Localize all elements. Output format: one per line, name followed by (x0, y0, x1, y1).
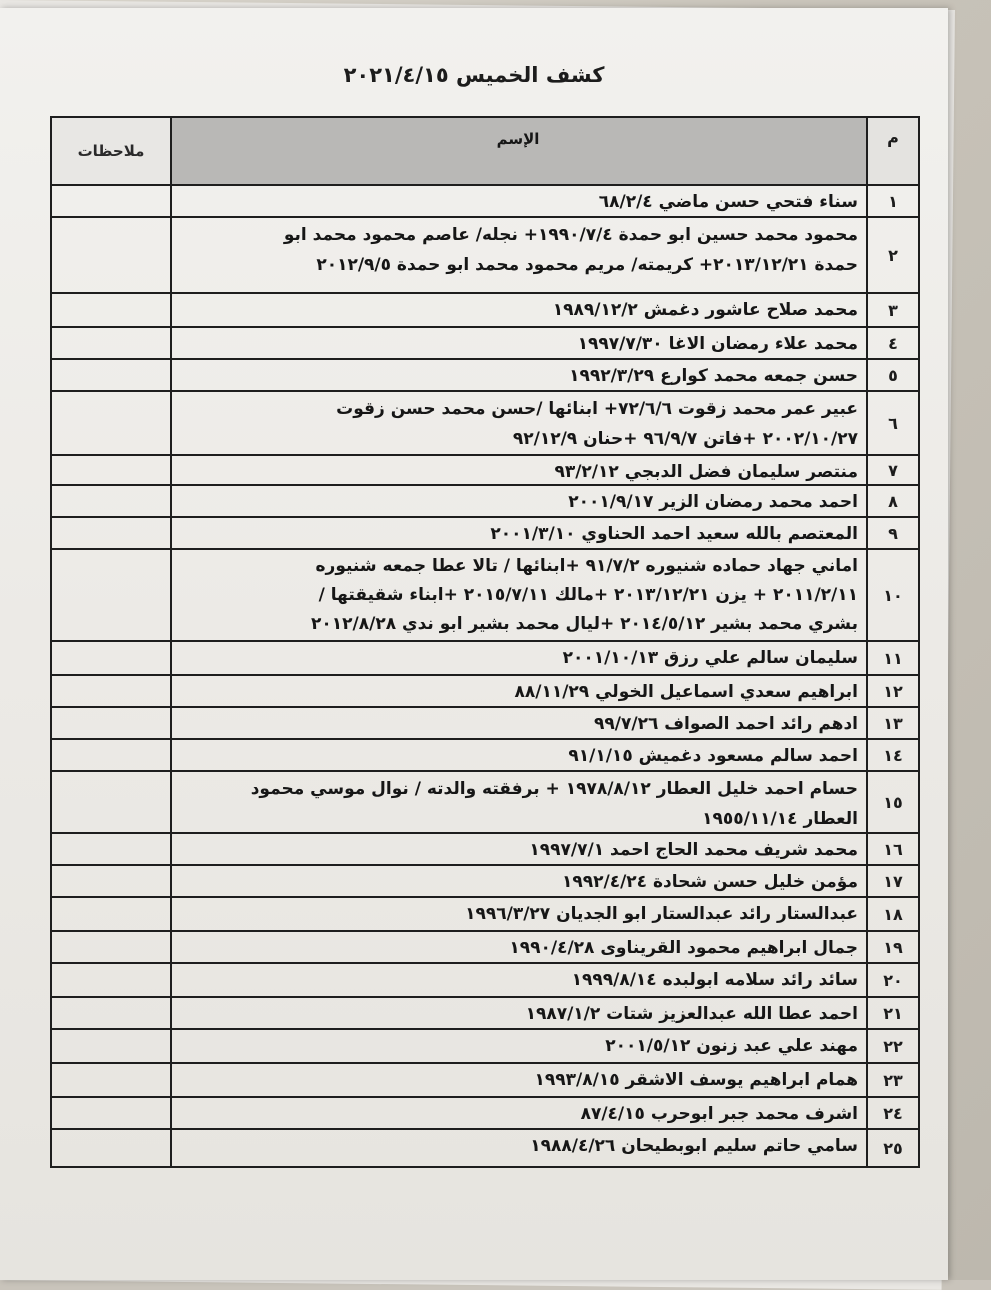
name-line: احمد محمد رمضان الزير ٢٠٠١/٩/١٧ (568, 492, 858, 512)
name-line: ٢٠١١/٢/١١ + يزن ٢٠١٣/١٢/٢١ +مالك ٢٠١٥/٧/١١ +ابناء شقيقتها / (318, 585, 858, 605)
row-number: ٧ (866, 456, 918, 484)
row-notes (52, 518, 170, 548)
row-notes (52, 218, 170, 292)
row-number: ١١ (866, 642, 918, 674)
name-line: سليمان سالم علي رزق ٢٠٠١/١٠/١٣ (562, 648, 858, 668)
row-notes (52, 550, 170, 640)
table-row (52, 328, 918, 360)
name-line: احمد سالم مسعود دغميش ٩١/١/١٥ (568, 746, 858, 766)
row-number: ١٧ (866, 866, 918, 896)
row-notes (52, 1030, 170, 1062)
header-name: الإسم (170, 118, 866, 184)
row-number: ٦ (866, 392, 918, 454)
name-line: محمود محمد حسين ابو حمدة ١٩٩٠/٧/٤+ نجله/ عاصم محمود محمد ابو (283, 225, 858, 245)
row-number: ١٦ (866, 834, 918, 864)
header-notes: ملاحظات (52, 118, 170, 184)
name-line: محمد علاء رمضان الاغا ١٩٩٧/٧/٣٠ (577, 334, 858, 354)
row-number: ٢٥ (866, 1130, 918, 1166)
row-name-entry (170, 834, 866, 864)
name-line: مؤمن خليل حسن شحادة ١٩٩٢/٤/٢٤ (561, 872, 858, 892)
document-title: كشف الخميس ٢٠٢١/٤/١٥ (343, 63, 605, 87)
row-name-entry (170, 486, 866, 516)
row-notes (52, 898, 170, 930)
name-line: ٢٠٠٢/١٠/٢٧ +فاتن ٩٦/٩/٧ +حنان ٩٢/١٢/٩ (512, 429, 858, 449)
row-number: ١٥ (866, 772, 918, 832)
row-notes (52, 328, 170, 358)
table-row (52, 642, 918, 676)
row-notes (52, 392, 170, 454)
table-row (52, 866, 918, 898)
row-name-entry (170, 456, 866, 484)
row-number: ٩ (866, 518, 918, 548)
table-row (52, 550, 918, 642)
row-notes (52, 294, 170, 326)
name-line: جمال ابراهيم محمود القريناوى ١٩٩٠/٤/٢٨ (509, 938, 858, 958)
name-line: بشري محمد بشير ٢٠١٤/٥/١٢ +ليال محمد بشير ابو ندي ٢٠١٢/٨/٢٨ (311, 614, 858, 634)
table-row (52, 218, 918, 294)
name-line: اماني جهاد حماده شنيوره ٩١/٧/٢ +ابنائها / تالا عطا جمعه شنيوره (315, 556, 858, 576)
name-line: محمد صلاح عاشور دغمش ١٩٨٩/١٢/٢ (552, 300, 858, 320)
name-line: حسام احمد خليل العطار ١٩٧٨/٨/١٢ + برفقته والدته / نوال موسي محمود (250, 779, 858, 799)
row-number: ١٠ (866, 550, 918, 640)
name-line: المعتصم بالله سعيد احمد الحناوي ٢٠٠١/٣/١٠ (490, 524, 858, 544)
row-number: ٤ (866, 328, 918, 358)
row-name-entry (170, 328, 866, 358)
name-line: منتصر سليمان فضل الدبجي ٩٣/٢/١٢ (554, 462, 858, 482)
row-name-entry (170, 1098, 866, 1128)
table-row (52, 834, 918, 866)
row-name-entry (170, 218, 866, 292)
row-notes (52, 456, 170, 484)
table-row (52, 456, 918, 486)
row-name-entry (170, 550, 866, 640)
row-notes (52, 186, 170, 216)
row-name-entry (170, 360, 866, 390)
row-number: ٢٤ (866, 1098, 918, 1128)
table-row (52, 1030, 918, 1064)
row-number: ١٣ (866, 708, 918, 738)
row-name-entry (170, 1064, 866, 1096)
row-name-entry (170, 642, 866, 674)
row-name-entry (170, 964, 866, 996)
row-name-entry (170, 932, 866, 962)
name-line: حمدة ٢٠١٣/١٢/٢١+ كريمته/ مريم محمود محمد ابو حمدة ٢٠١٢/٩/٥ (316, 255, 858, 275)
name-line: عبير عمر محمد زقوت ٧٢/٦/٦+ ابنائها /حسن محمد حسن زقوت (336, 399, 858, 419)
table-row (52, 360, 918, 392)
row-name-entry (170, 518, 866, 548)
names-table (50, 116, 920, 1168)
row-number: ١٤ (866, 740, 918, 770)
row-notes (52, 998, 170, 1028)
row-notes (52, 1098, 170, 1128)
table-row (52, 676, 918, 708)
row-number: ١٢ (866, 676, 918, 706)
row-number: ٣ (866, 294, 918, 326)
table-row (52, 998, 918, 1030)
row-number: ٢٣ (866, 1064, 918, 1096)
row-name-entry (170, 186, 866, 216)
table-row (52, 1064, 918, 1098)
table-row (52, 932, 918, 964)
table-row (52, 294, 918, 328)
row-notes (52, 1130, 170, 1166)
table-row (52, 1098, 918, 1130)
row-notes (52, 932, 170, 962)
table-row (52, 486, 918, 518)
name-line: محمد شريف محمد الحاج احمد ١٩٩٧/٧/١ (529, 840, 858, 860)
name-line: ادهم رائد احمد الصواف ٩٩/٧/٢٦ (594, 714, 858, 734)
row-number: ٥ (866, 360, 918, 390)
name-line: سائد رائد سلامه ابولبده ١٩٩٩/٨/١٤ (571, 970, 858, 990)
row-notes (52, 772, 170, 832)
row-name-entry (170, 294, 866, 326)
row-name-entry (170, 998, 866, 1028)
row-name-entry (170, 708, 866, 738)
name-line: مهند علي عبد زنون ٢٠٠١/٥/١٢ (605, 1036, 858, 1056)
row-notes (52, 360, 170, 390)
name-line: سامي حاتم سليم ابوبطيحان ١٩٨٨/٤/٢٦ (530, 1136, 858, 1156)
table-row (52, 186, 918, 218)
name-line: عبدالستار رائد عبدالستار ابو الجديان ١٩٩٦/٣/٢٧ (465, 904, 858, 924)
name-line: حسن جمعه محمد كوارع ١٩٩٢/٣/٢٩ (569, 366, 858, 386)
row-notes (52, 834, 170, 864)
row-notes (52, 676, 170, 706)
row-name-entry (170, 772, 866, 832)
name-line: اشرف محمد جبر ابوحرب ٨٧/٤/١٥ (580, 1104, 858, 1124)
row-number: ٢٠ (866, 964, 918, 996)
row-notes (52, 964, 170, 996)
table-row (52, 964, 918, 998)
table-row (52, 740, 918, 772)
name-line: العطار ١٩٥٥/١١/١٤ (702, 809, 858, 829)
row-name-entry (170, 866, 866, 896)
header-number: م (866, 118, 918, 184)
name-line: احمد عطا الله عبدالعزيز شتات ١٩٨٧/١/٢ (525, 1004, 858, 1024)
table-row (52, 392, 918, 456)
row-number: ١ (866, 186, 918, 216)
row-number: ٢ (866, 218, 918, 292)
table-row (52, 772, 918, 834)
row-notes (52, 708, 170, 738)
table-header-row (52, 118, 918, 186)
name-line: همام ابراهيم يوسف الاشقر ١٩٩٣/٨/١٥ (534, 1070, 858, 1090)
row-number: ٨ (866, 486, 918, 516)
paper-sheet (0, 8, 948, 1280)
row-number: ٢٢ (866, 1030, 918, 1062)
table-row (52, 1130, 918, 1166)
table-row (52, 898, 918, 932)
row-name-entry (170, 392, 866, 454)
row-notes (52, 486, 170, 516)
table-row (52, 518, 918, 550)
row-notes (52, 642, 170, 674)
row-notes (52, 740, 170, 770)
row-name-entry (170, 1030, 866, 1062)
row-notes (52, 866, 170, 896)
row-notes (52, 1064, 170, 1096)
row-number: ١٨ (866, 898, 918, 930)
row-name-entry (170, 1130, 866, 1166)
row-name-entry (170, 740, 866, 770)
name-line: سناء فتحي حسن ماضي ٦٨/٢/٤ (598, 192, 858, 212)
row-name-entry (170, 676, 866, 706)
row-number: ٢١ (866, 998, 918, 1028)
table-row (52, 708, 918, 740)
name-line: ابراهيم سعدي اسماعيل الخولي ٨٨/١١/٢٩ (514, 682, 858, 702)
row-number: ١٩ (866, 932, 918, 962)
row-name-entry (170, 898, 866, 930)
